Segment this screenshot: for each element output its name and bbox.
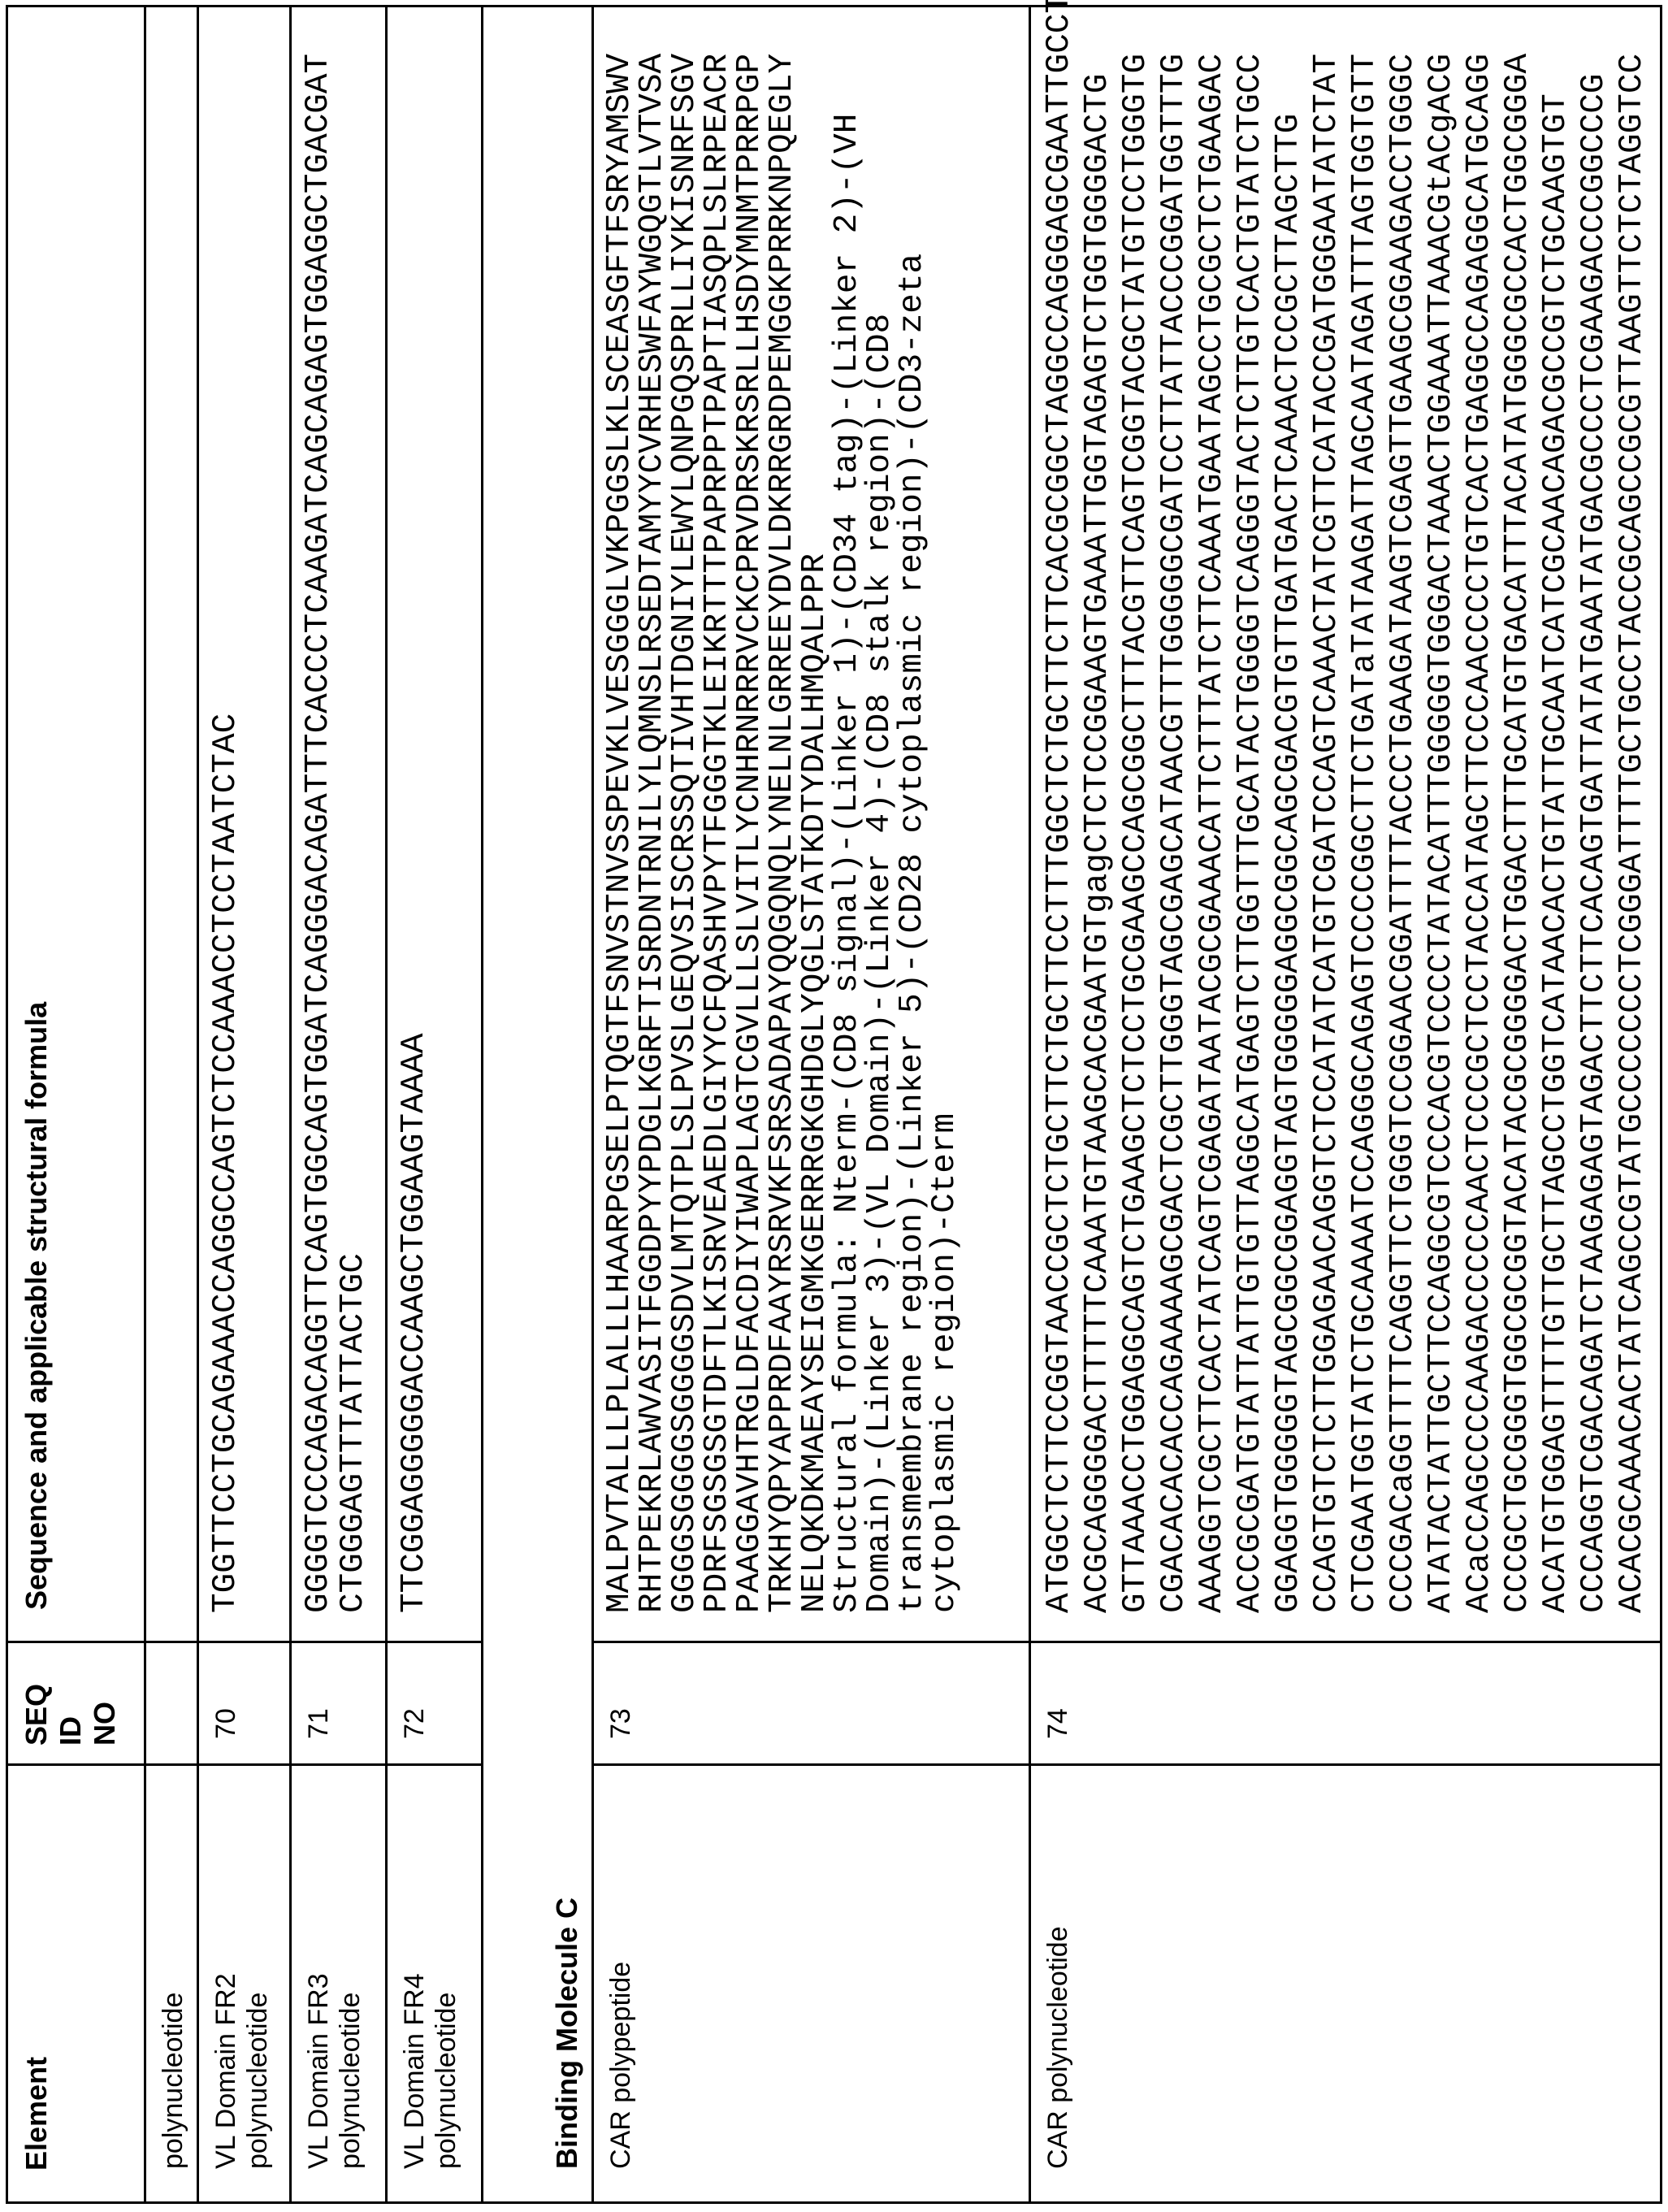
sequence-line: GGGGTCCCAGACAGGTTCAGTGGCAGTGGATCAGGGACAGATTTCACCCTCAAGATCAGCAGAGTGGAGGCTGACGAT xyxy=(301,15,336,1613)
element-cell xyxy=(387,1765,483,2203)
sequence-line: RHTPEKRLAWVASITFGGDPYYPDGLKGRFTISRDNTRNILYLQMNSLRSEDTAMYYCVRHESWFAYWGQGTLVTVSA xyxy=(636,15,669,1613)
sequence-cell xyxy=(593,7,1030,1642)
sequence-line: GGGGSGGGGSGGGGSDVLMTQTPLSLPVSLGEQVSISCRSSQTIVHTDGNIYLEWYLQNPGQSPRLLIYKISNRFSGV xyxy=(669,15,701,1613)
table-header-row xyxy=(7,7,145,2203)
table-row xyxy=(593,7,1030,2203)
table-row xyxy=(1030,7,1662,2203)
element-cell xyxy=(1030,1765,1662,2203)
seq-id-cell: 72 xyxy=(387,1642,483,1765)
sequence-line: ACaCCAGCCCCAAGACCCCCAACTCCCGCTCCTACCATAGCTTCCCAACCCCTGTCACTGAGGCCAGAGGCATGCAGG xyxy=(1461,15,1499,1613)
sequence-line: CTGGGAGTTTATTACTGC xyxy=(336,15,371,1613)
sequence-line: GGAGGTGGGGGTAGCGGCGGAGGTAGTGGGGGAGGCGGCAGCGACGTGTTGATGACTCAAACTCCGCTTAGCTTG xyxy=(1270,15,1308,1613)
sequence-line: ACGCAGGGGACTTTTTCAAATGTAAGCACGAATGTgagCTCTCCGGAAGTGAAATTGGTAGAGTCTGGTGGGGACTG xyxy=(1079,15,1117,1613)
sequence-line: ACACGCAAACACTATCAGCCGTATGCCCCCCCTCGGGATTTTGCTGCCTACCGCAGCCGCGTTAAGTTCTCTAGGTCC xyxy=(1614,15,1652,1613)
element-label: polynucleotide xyxy=(431,1782,462,2169)
sequence-line: TTCGGAGGGGGACCAAGCTGGAAGTAAAA xyxy=(397,15,432,1613)
seq-id-cell: 70 xyxy=(198,1642,291,1765)
sequence-line: ACCGCGATGTATTATTGTGTTAGGCATGAGTCTTGGTTTGCATACTGGGGTCAGGGTACTCTTGTCACTGTATCTGCC xyxy=(1232,15,1270,1613)
element-label: polynucleotide xyxy=(242,1782,274,2169)
table-row xyxy=(198,7,291,2203)
sequence-line: cytoplasmic region)-Cterm xyxy=(929,15,961,1613)
table-row xyxy=(291,7,387,2203)
sequence-line: transmembrane region)-(Linker 5)-(CD28 cytoplasmic region)-(CD3-zeta xyxy=(896,15,929,1613)
element-cell xyxy=(593,1765,1030,2203)
header-seq-id-line: SEQ xyxy=(19,1659,54,1746)
element-label: VL Domain FR3 xyxy=(303,1782,335,2169)
sequence-cell xyxy=(1030,7,1662,1642)
sequence-line: AAAGGTCGCTTCACTATCAGTCGAGATAATACGCGAAACATTCTTTATCTTCAAATGAATAGCCTGCGCTCTGAAGAC xyxy=(1194,15,1232,1613)
header-seq-id xyxy=(7,1642,145,1765)
group-title: Binding Molecule C xyxy=(483,7,593,2203)
sequence-line: PDRFSGSGSGTDFTLKISRVEAEDLGIYYCFQASHVPYTFGGGTKLEIKRTTTPAPRPPTPAPTIASQPLSLRPEACR xyxy=(701,15,734,1613)
element-cell xyxy=(198,1765,291,2203)
header-seq-id-line: NO xyxy=(88,1659,122,1746)
group-row xyxy=(483,7,593,2203)
sequence-line: GTTAAACCTGGAGGCAGTCTGAAGCTCTCCTGCGAAGCCAGCGGCTTTACGTTCAGTCGGTACGCTATGTCCTGGGTG xyxy=(1117,15,1155,1613)
element-cell xyxy=(145,1765,198,2203)
element-cell xyxy=(291,1765,387,2203)
header-element: Element xyxy=(7,1765,145,2203)
sequence-line: CCAGTGTCTCTTGGAGAACAGGTCTCCATATCATGTCGATCCAGTCAAACTATCGTTCATACCGATGGGAATATCTAT xyxy=(1308,15,1346,1613)
seq-id-cell: 73 xyxy=(593,1642,1030,1765)
element-label: VL Domain FR4 xyxy=(399,1782,431,2169)
sequence-line: ACATGTGGAGTTTTGTTGCTTAGCCTGGTCATAACACTGTATTGCAATCATCGCAACAGACGCCGTCTGCAAGTGT xyxy=(1537,15,1575,1613)
table-row xyxy=(387,7,483,2203)
sequence-line: CTCGAATGGTATCTGCAAAATCCAGGGCAGAGTCCCCGGCTTCTGATaTATAAGATTAGCAATAGATTTAGTGGTGTT xyxy=(1346,15,1384,1613)
sequence-line: CCCAGGTCGACAGATCTAAGAGAGTAGACTTCTTCACAGTGATTATATGAATATGACGCCCTCGAAGACCCGGCCCG xyxy=(1575,15,1614,1613)
sequence-cell xyxy=(387,7,483,1642)
element-label: VL Domain FR2 xyxy=(210,1782,242,2169)
sequence-cell xyxy=(198,7,291,1642)
sequence-cell xyxy=(291,7,387,1642)
table-row xyxy=(145,7,198,2203)
sequence-cell xyxy=(145,7,198,1642)
sequence-table xyxy=(6,5,1662,2204)
sequence-line: MALPVTALLLPLALLLHAARPGSELPTQGTFSNVSTNVSSPEVKLVESGGGLVKPGGSLKLSCEASGFTFSRYAMSWV xyxy=(604,15,636,1613)
element-label: polynucleotide xyxy=(335,1782,366,2169)
sequence-line: ATGGCTCTTCCGGTAACCGCTCTGCTTCTGCTTCCTTTGGCTCTGCTTCTTCACGCGGCTAGGCCAGGGAGCGAATTGCCT xyxy=(1041,15,1079,1613)
element-label: CAR polynucleotide xyxy=(1042,1782,1074,2169)
rotated-page xyxy=(0,0,1668,2212)
sequence-line: CCCGACaGGTTTTCAGGTTCTGGGTCCGGAACGGATTTTACCCTGAAGATAAGTCGAGTTGAAGCGGAAGACCTGGGC xyxy=(1384,15,1423,1613)
sequence-line: PAAGGAVHTRGLDFACDIYIWAPLAGTCGVLLLSLVITLYCNHRNRRRVCKCPRVDRSKRSRLLHSDYMNMTPRRPGP xyxy=(734,15,766,1613)
header-sequence: Sequence and applicable structural formula xyxy=(7,7,145,1642)
seq-id-cell: 71 xyxy=(291,1642,387,1765)
sequence-line: TGGTTCCTGCAGAAACCAGGCCAGTCTCCAAACCTCCTAATCTAC xyxy=(209,15,244,1613)
sequence-line: ATATACTATTGCTTCCAGGCGTCCCACGTCCCCTATACATTTGGGGGTGGGACTAAACTGGAAATTAAACGtACgACG xyxy=(1423,15,1461,1613)
sequence-line: TRKHYQPYAPPRDFAAYRSRVKFSRSADAPAYQQGQNQLYNELNLGRREEYDVLDKRRGRDPEMGGKPRRKNPQEGLY xyxy=(766,15,799,1613)
seq-id-cell xyxy=(145,1642,198,1765)
sequence-line: Domain)-(Linker 3)-(VL Domain)-(Linker 4)-(CD8 stalk region)-(CD8 xyxy=(864,15,896,1613)
element-label: CAR polypeptide xyxy=(605,1782,637,2169)
sequence-line: Structural formula: Nterm-(CD8 signal)-(Linker 1)-(CD34 tag)-(Linker 2)-(VH xyxy=(831,15,864,1613)
sequence-line: NELQKDKMAEAYSEIGMKGERRRGKGHDGLYQGLSTATKDTYDALHMQALPPR xyxy=(799,15,831,1613)
sequence-line: CGACACACACCAGAAAAGCGACTCGCTTGGGTAGCGAGCATAACGTTTGGGGGCGATCCTTATTACCCGGATGGTTTG xyxy=(1155,15,1194,1613)
sequence-line: CCCGCTGCGGGTGGCGCGGTACATACGCGGGGACTGGACTTTGCATGTGACATTTACATATGGGCGCCACTGGCGGGA xyxy=(1499,15,1537,1613)
element-label: polynucleotide xyxy=(158,1782,189,2169)
header-seq-id-line: ID xyxy=(54,1659,88,1746)
seq-id-cell: 74 xyxy=(1030,1642,1662,1765)
